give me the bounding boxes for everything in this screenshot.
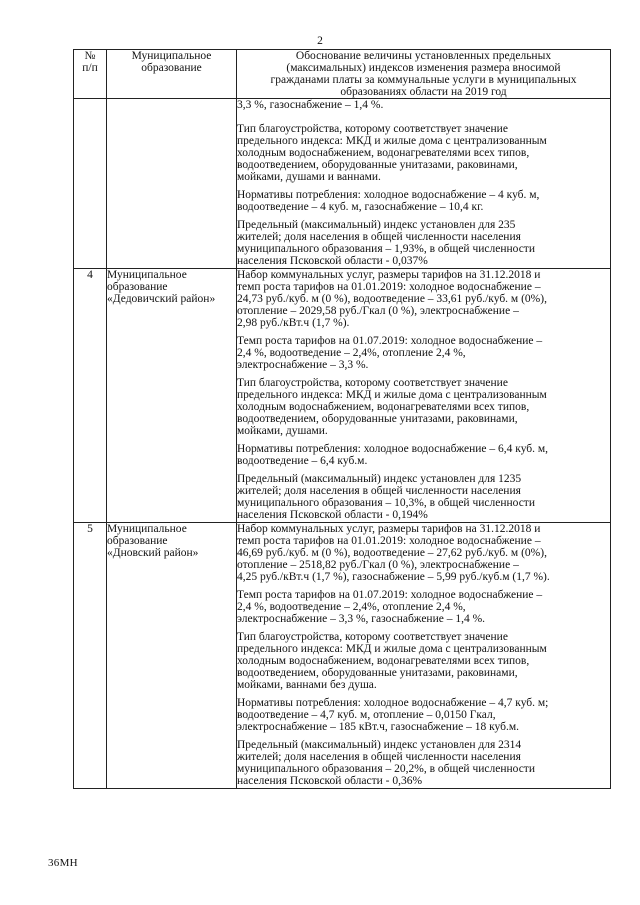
row-justification bbox=[237, 523, 611, 789]
row-number: 5 bbox=[74, 523, 107, 789]
justification-paragraph bbox=[237, 99, 610, 111]
justification-paragraph bbox=[237, 269, 610, 329]
text-line: водоотведением, оборудованные унитазами, раковинами, bbox=[237, 159, 518, 171]
header-line: п/п bbox=[82, 62, 98, 74]
row-justification bbox=[237, 269, 611, 523]
table-header-row bbox=[74, 50, 611, 99]
justification-paragraph bbox=[237, 473, 610, 521]
justification-paragraph bbox=[237, 219, 610, 267]
table-row bbox=[74, 99, 611, 269]
text-line: Тип благоустройства, которому соответствует значение bbox=[237, 377, 508, 389]
table-row bbox=[74, 523, 611, 789]
header-line: Муниципальное bbox=[131, 50, 212, 62]
justification-paragraph bbox=[237, 739, 610, 787]
justification-paragraph bbox=[237, 443, 610, 467]
text-line: муниципального образования – 10,3%, в общей численности bbox=[237, 497, 535, 509]
municipality-line: образование bbox=[107, 281, 168, 293]
text-line: населения Псковской области - 0,194% bbox=[237, 509, 428, 521]
header-justification bbox=[237, 50, 611, 99]
text-line: 2,98 руб./кВт.ч (1,7 %). bbox=[237, 317, 350, 329]
text-line: мойками, душами и ваннами. bbox=[237, 171, 381, 183]
text-line: темп роста тарифов на 01.01.2019: холодное водоснабжение – bbox=[237, 535, 541, 547]
text-line: электроснабжение – 185 кВт.ч, газоснабжение – 18 куб.м. bbox=[237, 721, 519, 733]
municipality-line: образование bbox=[107, 535, 168, 547]
municipality-line: «Дновский район» bbox=[107, 547, 199, 559]
text-line: Набор коммунальных услуг, размеры тарифов на 31.12.2018 и bbox=[237, 523, 541, 535]
municipality-line: Муниципальное bbox=[107, 523, 187, 535]
text-line: жителей; доля населения в общей численности населения bbox=[237, 485, 521, 497]
header-line: гражданами платы за коммунальные услуги в муниципальных bbox=[270, 74, 577, 86]
text-line: мойками, ваннами без душа. bbox=[237, 679, 377, 691]
municipality-line: Муниципальное bbox=[107, 269, 187, 281]
header-number bbox=[74, 50, 107, 99]
text-line: Предельный (максимальный) индекс установлен для 1235 bbox=[237, 473, 522, 485]
justification-paragraph bbox=[237, 335, 610, 371]
text-line: 24,73 руб./куб. м (0 %), водоотведение – 33,61 руб./куб. м (0%), bbox=[237, 293, 547, 305]
row-municipality bbox=[107, 523, 237, 789]
text-line: 2,4 %, водоотведение – 2,4%, отопление 2,4 %, bbox=[237, 601, 466, 613]
header-line: образованиях области на 2019 год bbox=[340, 86, 507, 98]
page-number: 2 bbox=[317, 35, 323, 47]
municipality-line: «Дедовичский район» bbox=[107, 293, 216, 305]
text-line: холодным водоснабжением, водонагревателями всех типов, bbox=[237, 147, 530, 159]
text-line: отопление – 2518,82 руб./Гкал (0 %), электроснабжение – bbox=[237, 559, 519, 571]
text-line: электроснабжение – 3,3 %, газоснабжение – 1,4 %. bbox=[237, 613, 486, 625]
justification-paragraph bbox=[237, 377, 610, 437]
row-number bbox=[74, 99, 107, 269]
text-line: жителей; доля населения в общей численности населения bbox=[237, 751, 521, 763]
row-number: 4 bbox=[74, 269, 107, 523]
text-line: 4,25 руб./кВт.ч (1,7 %), газоснабжение – 5,99 руб./куб.м (1,7 %). bbox=[237, 571, 550, 583]
text-line: Нормативы потребления: холодное водоснабжение – 6,4 куб. м, bbox=[237, 443, 549, 455]
text-line: мойками, душами. bbox=[237, 425, 328, 437]
text-line: водоотведение – 6,4 куб.м. bbox=[237, 455, 368, 467]
header-line: № bbox=[84, 50, 96, 62]
text-line: отопление – 2029,58 руб./Гкал (0 %), электроснабжение – bbox=[237, 305, 519, 317]
justification-paragraph bbox=[237, 523, 610, 583]
text-line: Тип благоустройства, которому соответствует значение bbox=[237, 123, 508, 135]
text-line: Тип благоустройства, которому соответствует значение bbox=[237, 631, 508, 643]
text-line: холодным водоснабжением, водонагревателями всех типов, bbox=[237, 655, 530, 667]
header-line: образование bbox=[141, 62, 202, 74]
text-line: Темп роста тарифов на 01.07.2019: холодное водоснабжение – bbox=[237, 335, 543, 347]
text-line: муниципального образования – 20,2%, в общей численности bbox=[237, 763, 535, 775]
justification-paragraph bbox=[237, 123, 610, 183]
text-line: электроснабжение – 3,3 %. bbox=[237, 359, 369, 371]
text-line: водоотведением, оборудованные унитазами, раковинами, bbox=[237, 667, 518, 679]
text-line: Предельный (максимальный) индекс установлен для 2314 bbox=[237, 739, 522, 751]
text-line: жителей; доля населения в общей численности населения bbox=[237, 231, 521, 243]
document-code: 36МН bbox=[48, 857, 78, 869]
justification-paragraph bbox=[237, 589, 610, 625]
text-line: Набор коммунальных услуг, размеры тарифов на 31.12.2018 и bbox=[237, 269, 541, 281]
table-row bbox=[74, 269, 611, 523]
text-line: водоотведение – 4,7 куб. м, отопление – 0,0150 Гкал, bbox=[237, 709, 496, 721]
row-municipality bbox=[107, 99, 237, 269]
text-line: предельного индекса: МКД и жилые дома с централизованным bbox=[237, 389, 547, 401]
text-line: предельного индекса: МКД и жилые дома с централизованным bbox=[237, 135, 547, 147]
text-line: 2,4 %, водоотведение – 2,4%, отопление 2,4 %, bbox=[237, 347, 466, 359]
text-line: Нормативы потребления: холодное водоснабжение – 4 куб. м, bbox=[237, 189, 540, 201]
justification-paragraph bbox=[237, 697, 610, 733]
header-line: (максимальных) индексов изменения размера вносимой bbox=[286, 62, 561, 74]
text-line: Темп роста тарифов на 01.07.2019: холодное водоснабжение – bbox=[237, 589, 543, 601]
text-line: Предельный (максимальный) индекс установлен для 235 bbox=[237, 219, 516, 231]
text-line: населения Псковской области - 0,037% bbox=[237, 255, 428, 267]
justification-paragraph bbox=[237, 631, 610, 691]
text-line: водоотведением, оборудованные унитазами, раковинами, bbox=[237, 413, 518, 425]
text-line: 3,3 %, газоснабжение – 1,4 %. bbox=[237, 99, 384, 111]
text-line: предельного индекса: МКД и жилые дома с централизованным bbox=[237, 643, 547, 655]
text-line: Нормативы потребления: холодное водоснабжение – 4,7 куб. м; bbox=[237, 697, 549, 709]
text-line: темп роста тарифов на 01.01.2019: холодное водоснабжение – bbox=[237, 281, 541, 293]
text-line: 46,69 руб./куб. м (0 %), водоотведение – 27,62 руб./куб. м (0%), bbox=[237, 547, 547, 559]
justification-paragraph bbox=[237, 189, 610, 213]
index-table bbox=[73, 49, 611, 789]
text-line: муниципального образования – 1,93%, в общей численности bbox=[237, 243, 535, 255]
header-municipality bbox=[107, 50, 237, 99]
text-line: населения Псковской области - 0,36% bbox=[237, 775, 423, 787]
header-line: Обоснование величины установленных предельных bbox=[295, 50, 552, 62]
row-justification bbox=[237, 99, 611, 269]
text-line: холодным водоснабжением, водонагревателями всех типов, bbox=[237, 401, 530, 413]
row-municipality bbox=[107, 269, 237, 523]
text-line: водоотведение – 4 куб. м, газоснабжение – 10,4 кг. bbox=[237, 201, 484, 213]
